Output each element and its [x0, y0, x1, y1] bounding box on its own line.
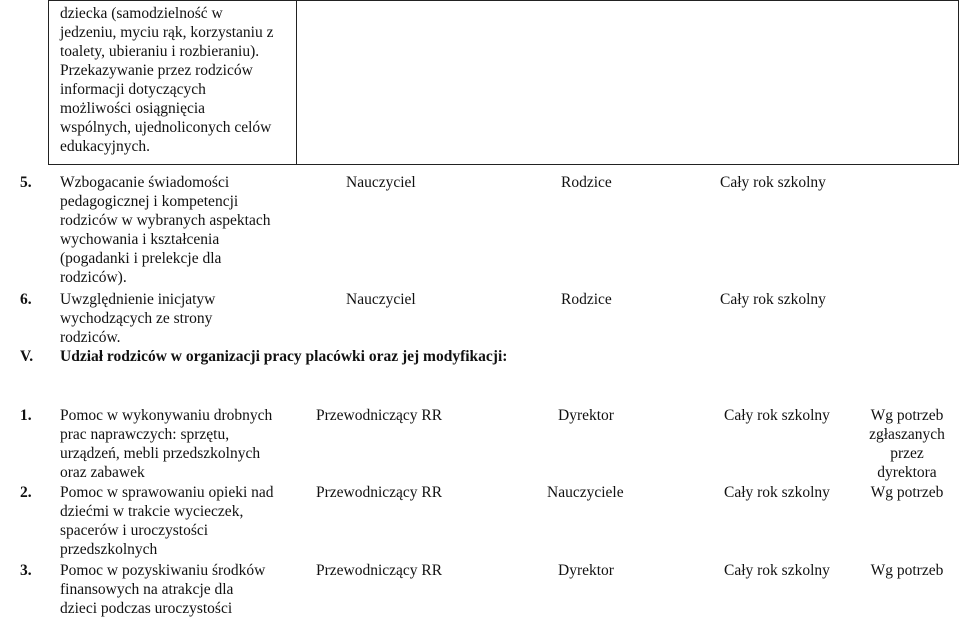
- text-line: finansowych na atrakcje dla: [60, 581, 234, 598]
- item-number: 1.: [20, 407, 32, 424]
- responsible-cell: Nauczyciel: [346, 291, 416, 308]
- text-line: wychodzących ze strony: [60, 310, 213, 327]
- item-number: 2.: [20, 484, 32, 501]
- text-line: pedagogicznej i kompetencji: [60, 193, 239, 210]
- text-line: Pomoc w pozyskiwaniu środków: [60, 562, 266, 579]
- text-line: oraz zabawek: [60, 464, 145, 481]
- text-line: (pogadanki i prelekcje dla: [60, 250, 222, 267]
- text-line: rodziców.: [60, 329, 121, 346]
- text-line: Wzbogacanie świadomości: [60, 174, 230, 191]
- notes-line: dyrektora: [877, 464, 937, 481]
- text-line: edukacyjnych.: [60, 138, 150, 155]
- term-cell: Cały rok szkolny: [724, 562, 830, 579]
- table-border-row-end: [48, 164, 959, 165]
- responsible-cell: Przewodniczący RR: [316, 407, 443, 424]
- table-border-divider: [296, 0, 297, 164]
- section-heading: Udział rodziców w organizacji pracy placówki oraz jej modyfikacji:: [60, 348, 508, 365]
- text-line: wychowania i kształcenia: [60, 231, 220, 248]
- term-cell: Cały rok szkolny: [720, 174, 826, 191]
- text-line: prac naprawczych: sprzętu,: [60, 426, 230, 443]
- notes-line: Wg potrzeb: [870, 407, 944, 424]
- text-line: możliwości osiągnięcia: [60, 100, 206, 117]
- text-line: dzieci podczas uroczystości: [60, 600, 233, 617]
- text-line: jedzeniu, myciu rąk, korzystaniu z: [60, 24, 274, 41]
- notes-line: zgłaszanych: [869, 426, 945, 443]
- text-line: dziecka (samodzielność w: [60, 5, 223, 22]
- notes-line: przez: [890, 445, 924, 462]
- text-line: rodziców).: [60, 269, 127, 286]
- notes-line: Wg potrzeb: [870, 484, 944, 501]
- text-line: toalety, ubieraniu i rozbieraniu).: [60, 43, 260, 60]
- text-line: wspólnych, ujednoliconych celów: [60, 119, 272, 136]
- partner-cell: Rodzice: [561, 174, 612, 191]
- partner-cell: Rodzice: [561, 291, 612, 308]
- item-number: 6.: [20, 291, 32, 308]
- text-line: Pomoc w wykonywaniu drobnych: [60, 407, 273, 424]
- text-line: dziećmi w trakcie wycieczek,: [60, 503, 244, 520]
- item-number: 3.: [20, 562, 32, 579]
- section-roman-numeral: V.: [20, 348, 34, 365]
- responsible-cell: Przewodniczący RR: [316, 562, 443, 579]
- text-line: informacji dotyczących: [60, 81, 206, 98]
- text-line: Uwzględnienie inicjatyw: [60, 291, 216, 308]
- item-number: 5.: [20, 174, 32, 191]
- term-cell: Cały rok szkolny: [724, 484, 830, 501]
- partner-cell: Nauczyciele: [547, 484, 624, 501]
- text-line: przedszkolnych: [60, 541, 158, 558]
- table-border-left: [48, 0, 49, 164]
- responsible-cell: Nauczyciel: [346, 174, 416, 191]
- text-line: rodziców w wybranych aspektach: [60, 212, 271, 229]
- text-line: Przekazywanie przez rodziców: [60, 62, 253, 79]
- text-line: Pomoc w sprawowaniu opieki nad: [60, 484, 274, 501]
- text-line: spacerów i uroczystości: [60, 522, 209, 539]
- term-cell: Cały rok szkolny: [724, 407, 830, 424]
- partner-cell: Dyrektor: [558, 407, 614, 424]
- partner-cell: Dyrektor: [558, 562, 614, 579]
- text-line: urządzeń, mebli przedszkolnych: [60, 445, 261, 462]
- responsible-cell: Przewodniczący RR: [316, 484, 443, 501]
- term-cell: Cały rok szkolny: [720, 291, 826, 308]
- notes-line: Wg potrzeb: [870, 562, 944, 579]
- table-border-top: [48, 0, 959, 1]
